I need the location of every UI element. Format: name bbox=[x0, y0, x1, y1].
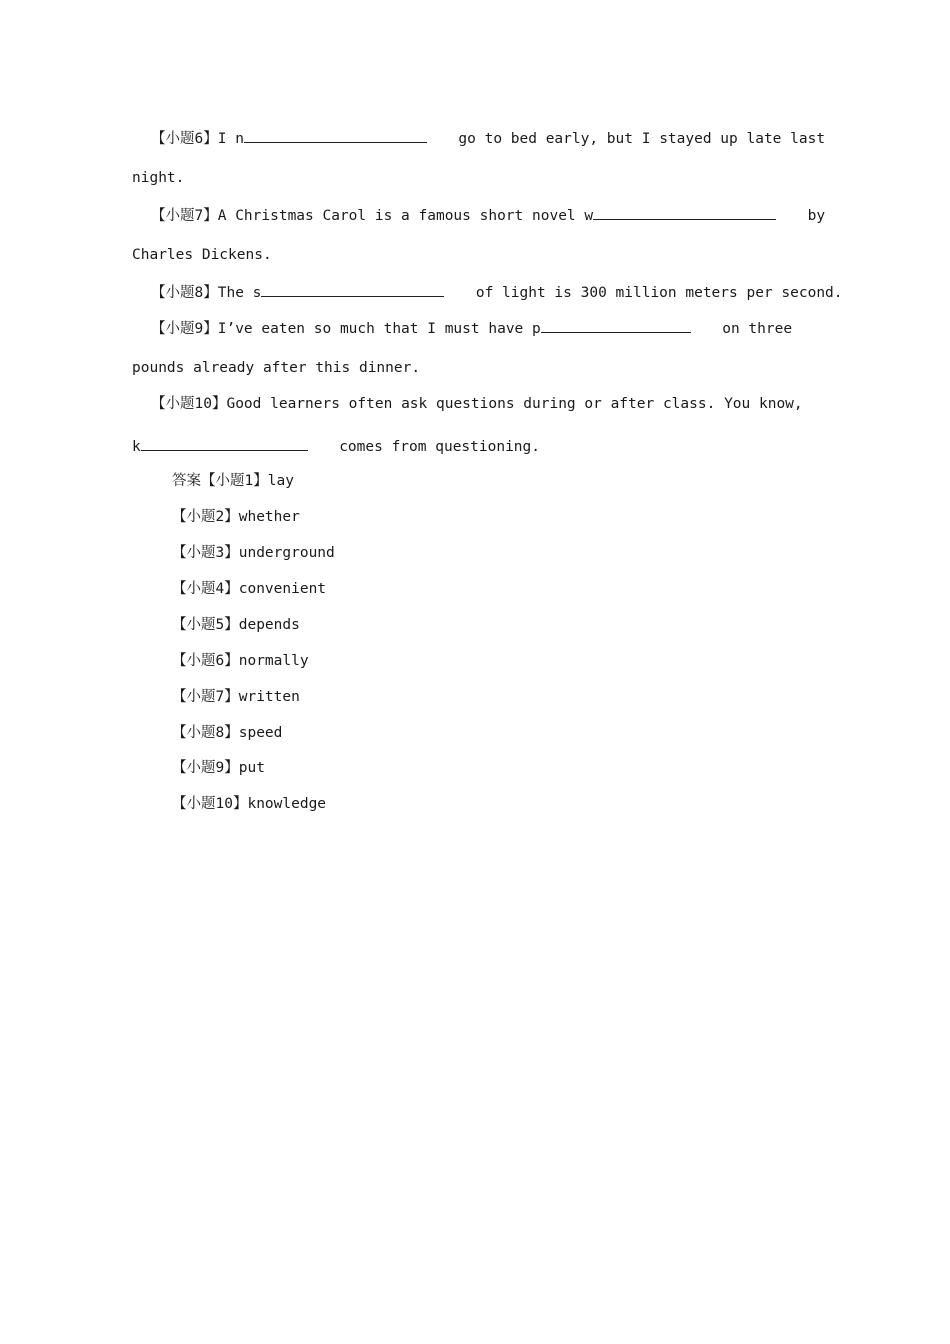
question-10-blank[interactable] bbox=[141, 435, 308, 451]
answer-7 bbox=[172, 687, 300, 707]
question-7-line-2: Charles Dickens. bbox=[132, 247, 272, 263]
answer-8-text: speed bbox=[238, 725, 283, 741]
answer-10 bbox=[172, 794, 326, 814]
answer-3-tag: 【小题3】 bbox=[172, 545, 239, 561]
answer-2-text: whether bbox=[238, 509, 300, 525]
answer-8-tag: 【小题8】 bbox=[172, 725, 239, 741]
answer-7-tag: 【小题7】 bbox=[172, 689, 239, 705]
question-9-blank[interactable] bbox=[541, 317, 691, 333]
answers-heading: 答案 bbox=[172, 473, 201, 489]
question-10-line-1 bbox=[151, 394, 803, 414]
answer-1-text: lay bbox=[267, 473, 294, 489]
question-6-text-after: go to bed early, but I stayed up late last bbox=[458, 131, 826, 147]
question-7-line-1 bbox=[151, 204, 825, 226]
answer-5 bbox=[172, 615, 300, 635]
answer-4-tag: 【小题4】 bbox=[172, 581, 239, 597]
question-7-text-before: A Christmas Carol is a famous short novel w bbox=[217, 208, 594, 224]
question-8-text-after: of light is 300 million meters per second. bbox=[475, 285, 843, 301]
answer-6 bbox=[172, 651, 309, 671]
question-7-blank[interactable] bbox=[593, 204, 776, 220]
answer-2 bbox=[172, 507, 300, 527]
answer-8 bbox=[172, 723, 282, 743]
question-6-blank[interactable] bbox=[244, 127, 427, 143]
question-8-blank[interactable] bbox=[261, 281, 444, 297]
answer-6-tag: 【小题6】 bbox=[172, 653, 239, 669]
question-8-text-before: The s bbox=[217, 285, 262, 301]
question-9-text-after: on three bbox=[722, 321, 793, 337]
answer-5-tag: 【小题5】 bbox=[172, 617, 239, 633]
question-9-line-2: pounds already after this dinner. bbox=[132, 360, 421, 376]
answer-10-tag: 【小题10】 bbox=[172, 796, 248, 812]
answer-1-tag: 【小题1】 bbox=[201, 473, 268, 489]
question-8-line-1 bbox=[151, 281, 843, 303]
answer-7-text: written bbox=[238, 689, 300, 705]
answer-2-tag: 【小题2】 bbox=[172, 509, 239, 525]
question-6-line-2: night. bbox=[132, 170, 185, 186]
answer-1 bbox=[172, 471, 294, 491]
answer-9-text: put bbox=[238, 760, 265, 776]
answer-10-text: knowledge bbox=[247, 796, 327, 812]
question-7-text-after: by bbox=[807, 208, 826, 224]
question-10-text-before: k bbox=[132, 439, 141, 455]
question-6-tag: 【小题6】 bbox=[151, 131, 218, 147]
answer-3 bbox=[172, 543, 335, 563]
question-7-tag: 【小题7】 bbox=[151, 208, 218, 224]
answer-5-text: depends bbox=[238, 617, 300, 633]
answer-3-text: underground bbox=[238, 545, 335, 561]
answer-6-text: normally bbox=[238, 653, 309, 669]
question-9-tag: 【小题9】 bbox=[151, 321, 218, 337]
question-6-text-before: I n bbox=[217, 131, 244, 147]
question-10-line-2 bbox=[132, 435, 540, 457]
question-8-tag: 【小题8】 bbox=[151, 285, 218, 301]
question-10-text-after: comes from questioning. bbox=[339, 439, 540, 455]
question-6-line-1 bbox=[151, 127, 825, 149]
question-10-text: Good learners often ask questions during or after class. You know, bbox=[226, 396, 803, 412]
answer-4 bbox=[172, 579, 326, 599]
answer-9 bbox=[172, 758, 265, 778]
answer-9-tag: 【小题9】 bbox=[172, 760, 239, 776]
answer-4-text: convenient bbox=[238, 581, 327, 597]
question-9-line-1 bbox=[151, 317, 792, 339]
question-9-text-before: I’ve eaten so much that I must have p bbox=[217, 321, 541, 337]
question-10-tag: 【小题10】 bbox=[151, 396, 227, 412]
